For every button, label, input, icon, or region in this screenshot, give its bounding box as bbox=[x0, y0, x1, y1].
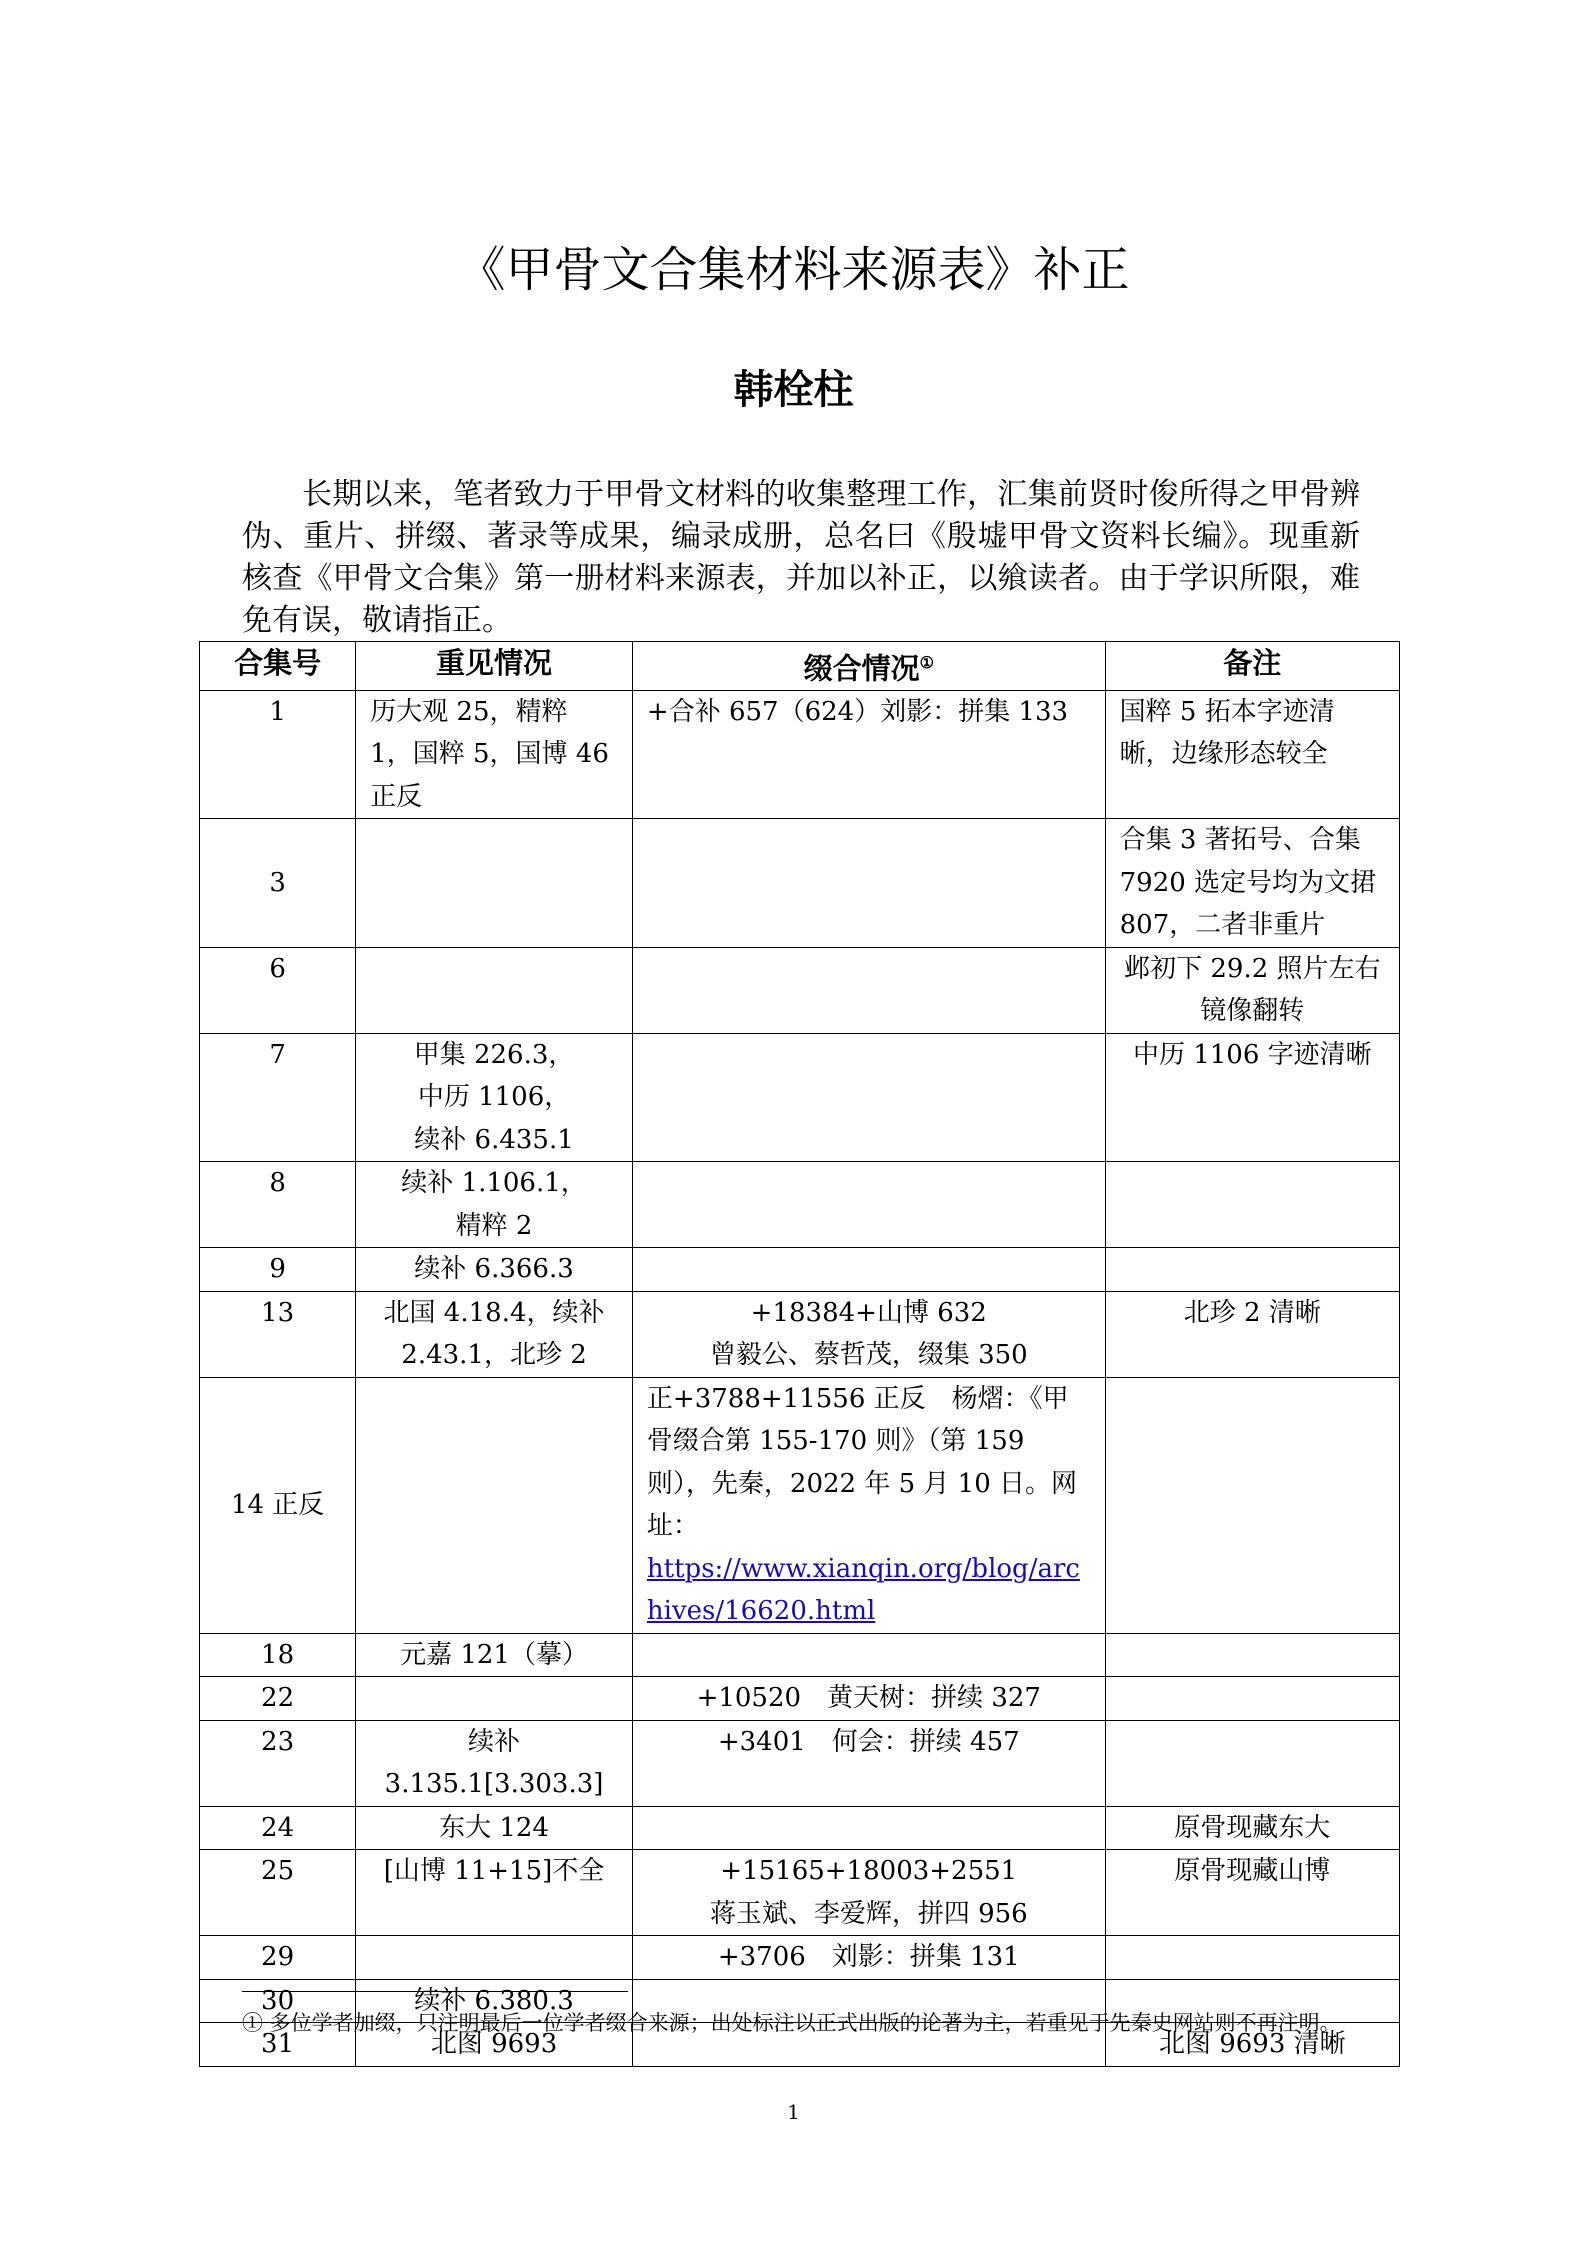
table-row bbox=[200, 1806, 1400, 1850]
cell-joins-text: +3401 何会：拼续 457 bbox=[717, 1726, 1020, 1757]
table-row bbox=[200, 1033, 1400, 1162]
cell-joins bbox=[632, 1936, 1105, 1980]
cell-duplicates-text: 续补 6.380.3 bbox=[414, 1985, 574, 2016]
cell-notes bbox=[1105, 1248, 1399, 1292]
intro-paragraph: 长期以来，笔者致力于甲骨文材料的收集整理工作，汇集前贤时俊所得之甲骨辨伪、重片、拼缀、著录等成果，编录成册，总名曰《殷墟甲骨文资料长编》。现重新核查《甲骨文合集》第一册材料来源表，并加以补正，以飨读者。由于学识所限，难免有误，敬请指正。 bbox=[242, 477, 1360, 638]
cell-joins bbox=[632, 819, 1105, 948]
cell-heji-no bbox=[200, 1162, 356, 1248]
cell-notes bbox=[1105, 1850, 1399, 1936]
cell-heji-no-text: 1 bbox=[269, 696, 286, 727]
cell-heji-no-text: 6 bbox=[269, 953, 286, 984]
cell-joins-text: +10520 黄天树：拼续 327 bbox=[696, 1683, 1041, 1714]
cell-notes-text: 北珍 2 清晰 bbox=[1183, 1297, 1321, 1328]
cell-heji-no bbox=[200, 690, 356, 819]
cell-notes-text: 合集 3 著拓号、合集 7920 选定号均为文捃 807，二者非重片 bbox=[1119, 825, 1377, 941]
table-header-row bbox=[200, 642, 1400, 691]
cell-duplicates bbox=[356, 1806, 633, 1850]
cell-heji-no-text: 18 bbox=[261, 1639, 295, 1670]
author-name: 韩栓柱 bbox=[733, 366, 854, 413]
cell-heji-no-text: 14 正反 bbox=[230, 1489, 325, 1520]
cell-heji-no bbox=[200, 1033, 356, 1162]
table-row bbox=[200, 690, 1400, 819]
cell-heji-no-text: 31 bbox=[261, 2029, 295, 2060]
cell-duplicates-text: 北图 9693 bbox=[430, 2029, 558, 2060]
table-row bbox=[200, 1677, 1400, 1721]
footnote: ① 多位学者加缀，只注明最后一位学者缀合来源；出处标注以正式出版的论著为主，若重见于先秦史网站则不再注明。 bbox=[242, 2011, 1341, 2035]
cell-duplicates bbox=[356, 1377, 633, 1633]
table-row bbox=[200, 1291, 1400, 1377]
cell-joins-text: +合补 657（624）刘影：拼集 133 bbox=[646, 696, 1069, 727]
table-row bbox=[200, 1720, 1400, 1806]
table-row bbox=[200, 1162, 1400, 1248]
cell-heji-no-text: 8 bbox=[269, 1168, 286, 1199]
cell-notes-text: 原骨现藏山博 bbox=[1174, 1856, 1331, 1887]
cell-duplicates bbox=[356, 1850, 633, 1936]
table-row bbox=[200, 947, 1400, 1033]
cell-heji-no-text: 30 bbox=[261, 1985, 295, 2016]
cell-joins bbox=[632, 947, 1105, 1033]
cell-joins-text: +18384+山博 632 曾毅公、蔡哲茂，缀集 350 bbox=[709, 1297, 1028, 1371]
cell-heji-no bbox=[200, 1291, 356, 1377]
cell-duplicates-text: 元嘉 121（摹） bbox=[400, 1639, 588, 1670]
cell-joins-text: +15165+18003+2551 蒋玉斌、李爱辉，拼四 956 bbox=[709, 1856, 1028, 1929]
cell-notes bbox=[1105, 947, 1399, 1033]
cell-notes-text: 原骨现藏东大 bbox=[1174, 1812, 1331, 1843]
cell-joins bbox=[632, 1033, 1105, 1162]
cell-notes bbox=[1105, 1162, 1399, 1248]
table-row bbox=[200, 1936, 1400, 1980]
cell-notes bbox=[1105, 819, 1399, 948]
table-row bbox=[200, 819, 1400, 948]
cell-duplicates bbox=[356, 690, 633, 819]
cell-notes bbox=[1105, 1377, 1399, 1633]
cell-duplicates-text: 续补 3.135.1[3.303.3] bbox=[384, 1726, 604, 1800]
document-title: 《甲骨文合集材料来源表》补正 bbox=[457, 242, 1130, 298]
cell-heji-no-text: 23 bbox=[261, 1726, 295, 1757]
cell-duplicates bbox=[356, 1720, 633, 1806]
cell-heji-no bbox=[200, 947, 356, 1033]
cell-heji-no-text: 3 bbox=[269, 867, 286, 898]
cell-heji-no-text: 9 bbox=[269, 1254, 286, 1285]
footnote-divider bbox=[242, 1991, 628, 1992]
cell-heji-no bbox=[200, 1377, 356, 1633]
table-row bbox=[200, 1377, 1400, 1633]
cell-heji-no bbox=[200, 819, 356, 948]
cell-heji-no-text: 25 bbox=[261, 1856, 295, 1887]
table-row bbox=[200, 1248, 1400, 1292]
cell-joins bbox=[632, 1850, 1105, 1936]
cell-heji-no bbox=[200, 1633, 356, 1677]
page-number: 1 bbox=[787, 2100, 800, 2124]
cell-duplicates-text: 续补 1.106.1， 精粹 2 bbox=[401, 1168, 587, 1241]
cell-duplicates bbox=[356, 1633, 633, 1677]
cell-joins bbox=[632, 1162, 1105, 1248]
cell-joins bbox=[632, 1677, 1105, 1721]
cell-heji-no-text: 22 bbox=[261, 1683, 295, 1714]
header-duplicates: 重见情况 bbox=[356, 642, 633, 691]
table-row bbox=[200, 1850, 1400, 1936]
cell-heji-no-text: 29 bbox=[261, 1942, 295, 1973]
cell-duplicates bbox=[356, 1033, 633, 1162]
cell-heji-no bbox=[200, 1850, 356, 1936]
cell-joins bbox=[632, 1291, 1105, 1377]
cell-duplicates bbox=[356, 1677, 633, 1721]
cell-duplicates bbox=[356, 1248, 633, 1292]
cell-joins bbox=[632, 1377, 1105, 1633]
header-joins bbox=[632, 642, 1105, 691]
cell-duplicates-text: 北国 4.18.4，续补 2.43.1，北珍 2 bbox=[383, 1297, 605, 1371]
cell-joins bbox=[632, 1248, 1105, 1292]
cell-heji-no-text: 7 bbox=[269, 1039, 286, 1070]
cell-notes-text: 国粹 5 拓本字迹清晰，边缘形态较全 bbox=[1119, 696, 1335, 770]
source-link[interactable]: https://www.xianqin.org/blog/archives/16620.html bbox=[646, 1553, 1080, 1627]
table-row bbox=[200, 1633, 1400, 1677]
cell-joins bbox=[632, 1720, 1105, 1806]
cell-heji-no bbox=[200, 1936, 356, 1980]
cell-duplicates bbox=[356, 947, 633, 1033]
cell-duplicates bbox=[356, 1291, 633, 1377]
cell-notes bbox=[1105, 1806, 1399, 1850]
cell-duplicates-text: 东大 124 bbox=[439, 1812, 549, 1843]
cell-duplicates bbox=[356, 819, 633, 948]
cell-duplicates bbox=[356, 1936, 633, 1980]
cell-notes bbox=[1105, 1033, 1399, 1162]
cell-notes bbox=[1105, 690, 1399, 819]
cell-heji-no bbox=[200, 1248, 356, 1292]
cell-duplicates-text: [山博 11+15]不全 bbox=[383, 1856, 605, 1887]
cell-notes bbox=[1105, 1677, 1399, 1721]
cell-notes bbox=[1105, 1633, 1399, 1677]
cell-heji-no-text: 13 bbox=[261, 1297, 295, 1328]
cell-duplicates-text: 续补 6.366.3 bbox=[414, 1254, 574, 1285]
cell-notes-text: 中历 1106 字迹清晰 bbox=[1132, 1039, 1372, 1070]
cell-joins bbox=[632, 1806, 1105, 1850]
cell-joins bbox=[632, 690, 1105, 819]
cell-duplicates-text: 历大观 25，精粹 1，国粹 5，国博 46 正反 bbox=[370, 696, 609, 812]
cell-heji-no bbox=[200, 1720, 356, 1806]
cell-joins bbox=[632, 1633, 1105, 1677]
cell-heji-no bbox=[200, 1806, 356, 1850]
source-table bbox=[199, 641, 1400, 2067]
cell-notes-text: 北图 9693 清晰 bbox=[1158, 2029, 1346, 2060]
cell-heji-no bbox=[200, 1677, 356, 1721]
cell-duplicates-text: 甲集 226.3， 中历 1106， 续补 6.435.1 bbox=[413, 1039, 575, 1155]
cell-notes bbox=[1105, 1936, 1399, 1980]
cell-joins-text: 正+3788+11556 正反 杨熠：《甲骨缀合第 155-170 则》（第 159 则），先秦，2022 年 5 月 10 日。网址： bbox=[646, 1383, 1078, 1542]
cell-notes bbox=[1105, 1720, 1399, 1806]
cell-duplicates bbox=[356, 1162, 633, 1248]
header-joins-label: 缀合情况 bbox=[803, 651, 920, 686]
footnote-ref[interactable]: ① bbox=[919, 653, 934, 672]
cell-joins-text: +3706 刘影：拼集 131 bbox=[717, 1942, 1020, 1973]
cell-heji-no-text: 24 bbox=[261, 1812, 295, 1843]
header-heji-no: 合集号 bbox=[200, 642, 356, 691]
header-notes: 备注 bbox=[1105, 642, 1399, 691]
cell-notes bbox=[1105, 1291, 1399, 1377]
cell-notes-text: 邺初下 29.2 照片左右镜像翻转 bbox=[1124, 953, 1381, 1027]
